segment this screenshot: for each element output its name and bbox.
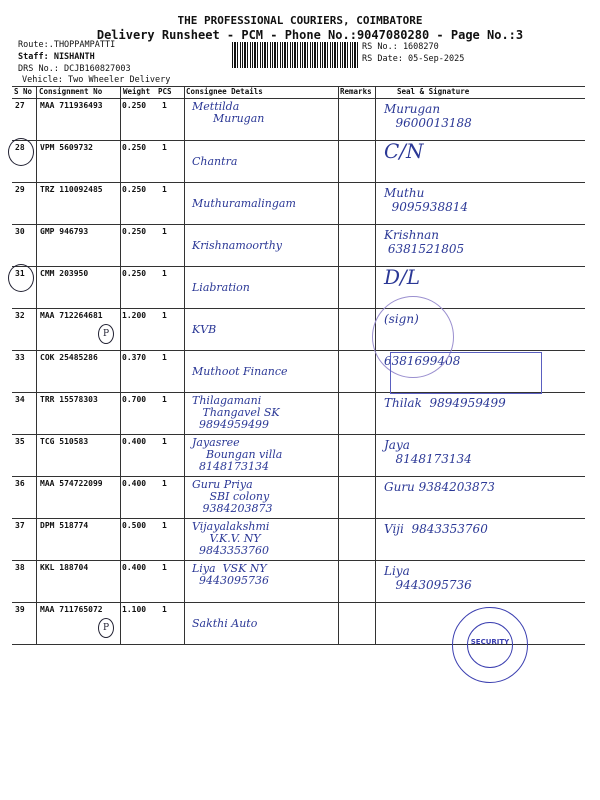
weight: 0.370	[122, 353, 147, 362]
table-row	[12, 98, 585, 140]
drs-number: DRS No.: DCJB160827003	[18, 64, 131, 74]
consignment-no: GMP 946793	[40, 227, 89, 236]
circle-mark	[8, 264, 34, 292]
consignee-details: Liya VSK NY 9443095736	[192, 562, 269, 587]
weight: 0.400	[122, 563, 147, 572]
seal-signature: Viji 9843353760	[384, 522, 488, 536]
consignee-details: KVB	[192, 323, 217, 336]
col-consignee: Consignee Details	[186, 87, 263, 96]
sno: 34	[15, 395, 25, 404]
consignment-no: MAA 711936493	[40, 101, 103, 110]
staff: Staff: NISHANTH	[18, 52, 95, 62]
consignee-details: Mettilda Murugan	[192, 100, 265, 125]
consignment-no: TCG 510583	[40, 437, 89, 446]
table-row	[12, 224, 585, 266]
company-title: THE PROFESSIONAL COURIERS, COIMBATORE	[177, 14, 423, 27]
table-row	[12, 434, 585, 476]
sno: 37	[15, 521, 25, 530]
col-weight: Weight	[123, 87, 151, 96]
consignee-details: Muthuramalingam	[192, 197, 296, 210]
consignee-details: Muthoot Finance	[192, 365, 288, 378]
pcs: 1	[162, 353, 167, 362]
consignee-details: Thilagamani Thangavel SK 9894959499	[192, 394, 280, 431]
seal-signature: (sign)	[384, 312, 419, 326]
table-row	[12, 392, 585, 434]
pcs: 1	[162, 563, 167, 572]
pcs: 1	[162, 227, 167, 236]
pcs: 1	[162, 479, 167, 488]
consignee-details: Sakthi Auto	[192, 617, 258, 630]
consignee-details: Liabration	[192, 281, 250, 294]
pcs: 1	[162, 185, 167, 194]
pcs: 1	[162, 437, 167, 446]
pcs: 1	[162, 521, 167, 530]
weight: 0.500	[122, 521, 147, 530]
col-sno: S No	[14, 87, 33, 96]
circle-mark	[8, 138, 34, 166]
sno: 29	[15, 185, 25, 194]
consignment-no: COK 25485286	[40, 353, 98, 362]
table-row	[12, 266, 585, 308]
seal-signature: 6381699408	[384, 354, 461, 368]
weight: 1.100	[122, 605, 147, 614]
table-row	[12, 140, 585, 182]
rectangular-stamp	[390, 352, 542, 394]
seal-signature: Murugan 9600013188	[384, 102, 472, 130]
runsheet-subtitle: Delivery Runsheet - PCM - Phone No.:9047080280 - Page No.:3	[96, 28, 524, 42]
consignment-no: MAA 712264681	[40, 311, 103, 320]
table-row	[12, 308, 585, 350]
weight: 0.400	[122, 479, 147, 488]
consignee-details: Guru Priya SBI colony 9384203873	[192, 478, 273, 515]
barcode	[232, 42, 358, 68]
consignment-no: CMM 203950	[40, 269, 89, 278]
sakthi-seal-stamp: SECURITY	[452, 607, 528, 683]
col-remarks: Remarks	[340, 87, 372, 96]
consignee-details: Vijayalakshmi V.K.V. NY 9843353760	[192, 520, 270, 557]
seal-signature: Muthu 9095938814	[384, 186, 468, 214]
pcs: 1	[162, 143, 167, 152]
pcs: 1	[162, 605, 167, 614]
sno: 28	[15, 143, 25, 152]
consignment-no: DPM 518774	[40, 521, 89, 530]
sno: 27	[15, 101, 25, 110]
rs-date: RS Date: 05-Sep-2025	[362, 54, 465, 64]
consignee-details: Jayasree Boungan villa 8148173134	[192, 436, 283, 473]
consignment-no: MAA 574722099	[40, 479, 103, 488]
route: Route:.THOPPAMPATTI	[18, 40, 116, 50]
seal-signature: Jaya 8148173134	[384, 438, 472, 466]
sno: 31	[15, 269, 25, 278]
col-consignment: Consignment No	[39, 87, 103, 96]
col-pcs: PCS	[158, 87, 172, 96]
weight: 0.250	[122, 101, 147, 110]
sno: 32	[15, 311, 25, 320]
pcs: 1	[162, 395, 167, 404]
seal-signature: Krishnan 6381521805	[384, 228, 465, 256]
seal-signature: Thilak 9894959499	[384, 396, 506, 410]
sno: 36	[15, 479, 25, 488]
sno: 38	[15, 563, 25, 572]
sno: 39	[15, 605, 25, 614]
p-mark: P	[98, 324, 114, 344]
consignment-no: KKL 188704	[40, 563, 89, 572]
table-row	[12, 560, 585, 602]
table-row	[12, 182, 585, 224]
weight: 0.250	[122, 185, 147, 194]
pcs: 1	[162, 101, 167, 110]
vehicle: Vehicle: Two Wheeler Delivery	[22, 75, 171, 85]
pcs: 1	[162, 269, 167, 278]
weight: 1.200	[122, 311, 147, 320]
weight: 0.250	[122, 227, 147, 236]
seal-signature: D/L	[384, 265, 421, 289]
sno: 30	[15, 227, 25, 236]
seal-signature: C/N	[384, 139, 424, 163]
consignment-no: TRZ 110092485	[40, 185, 103, 194]
seal-signature: Guru 9384203873	[384, 480, 495, 494]
weight: 0.400	[122, 437, 147, 446]
consignee-details: Chantra	[192, 155, 238, 168]
p-mark: P	[98, 618, 114, 638]
consignee-details: Krishnamoorthy	[192, 239, 283, 252]
seal-signature: Liya 9443095736	[384, 564, 472, 592]
consignment-no: TRR 15578303	[40, 395, 98, 404]
col-seal: Seal & Signature	[397, 87, 470, 96]
consignment-no: MAA 711765072	[40, 605, 103, 614]
weight: 0.700	[122, 395, 147, 404]
sno: 35	[15, 437, 25, 446]
consignment-no: VPM 5609732	[40, 143, 93, 152]
pcs: 1	[162, 311, 167, 320]
table-row	[12, 476, 585, 518]
sno: 33	[15, 353, 25, 362]
rs-number: RS No.: 1608270	[362, 42, 439, 52]
weight: 0.250	[122, 143, 147, 152]
table-row	[12, 518, 585, 560]
weight: 0.250	[122, 269, 147, 278]
